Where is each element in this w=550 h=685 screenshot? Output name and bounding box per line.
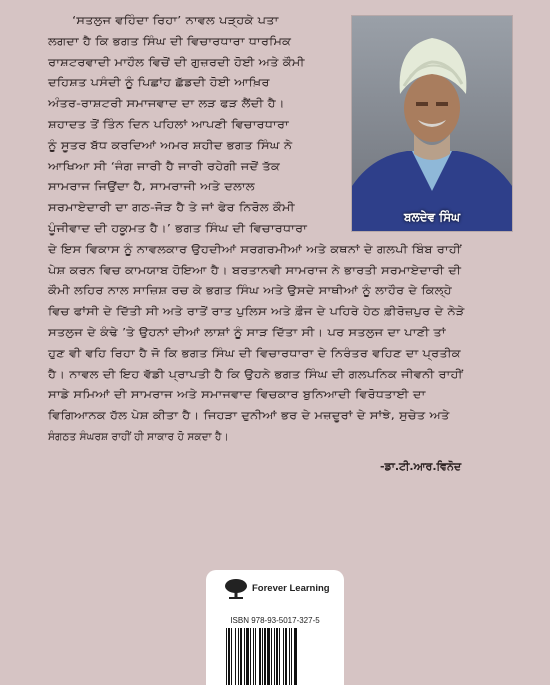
- barcode-bar: [283, 628, 284, 685]
- blurb-line: ਦੇ ਇਸ ਵਿਕਾਸ ਨੂੰ ਨਾਵਲਕਾਰ ਉਹਦੀਆਂ ਸਰਗਰਮੀਆਂ ਅਤੇ ਕਥਨਾਂ ਦੇ ਗਲਪੀ ਬਿੰਬ ਰਾਹੀਂ: [48, 243, 461, 256]
- barcode-bar: [271, 628, 272, 685]
- author-signature: -ਡਾ.ਟੀ.ਆਰ.ਵਿਨੋਦ: [380, 460, 462, 473]
- blurb-line: ਲਗਦਾ ਹੈ ਕਿ ਭਗਤ ਸਿੰਘ ਦੀ ਵਿਚਾਰਧਾਰਾ ਧਾਰਮਿਕ: [48, 35, 292, 48]
- barcode-bar: [231, 628, 232, 685]
- barcode-bar: [279, 628, 280, 685]
- blurb-line: ਨੂੰ ਸੂਤਰ ਬੱਧ ਕਰਦਿਆਂ ਅਮਰ ਸ਼ਹੀਦ ਭਗਤ ਸਿੰਘ ਨੇ: [48, 139, 293, 152]
- blurb-line: ਹੈ। ਨਾਵਲ ਦੀ ਇਹ ਵੱਡੀ ਪ੍ਰਾਪਤੀ ਹੈ ਕਿ ਉਹਨੇ ਭਗਤ ਸਿੰਘ ਦੀ ਗਲਪਨਿਕ ਜੀਵਨੀ ਰਾਹੀਂ: [48, 368, 463, 381]
- blurb-line: ਸਾਡੇ ਸਮਿਆਂ ਦੀ ਸਾਮਰਾਜ ਅਤੇ ਸਮਾਜਵਾਦ ਵਿਚਕਾਰ ਬੁਨਿਆਦੀ ਵਿਰੋਧਤਾਈ ਦਾ: [48, 389, 426, 402]
- blurb-line: ਅੰਤਰ-ਰਾਸ਼ਟਰੀ ਸਮਾਜਵਾਦ ਦਾ ਲੜ ਫੜ ਲੈਂਦੀ ਹੈ।: [48, 98, 285, 111]
- barcode-bar: [250, 628, 251, 685]
- barcode-bar: [255, 628, 256, 685]
- barcode-bar: [259, 628, 261, 685]
- blurb-line: ਸ਼ਹਾਦਤ ਤੋਂ ਤਿੰਨ ਦਿਨ ਪਹਿਲਾਂ ਆਪਣੀ ਵਿਚਾਰਧਾਰਾ: [48, 119, 289, 131]
- blurb-line: ਪੇਸ਼ ਕਰਨ ਵਿਚ ਕਾਮਯਾਬ ਹੋਇਆ ਹੈ। ਬਰਤਾਨਵੀ ਸਾਮਰਾਜ ਨੇ ਭਾਰਤੀ ਸਰਮਾਏਦਾਰੀ ਦੀ: [48, 264, 462, 277]
- blurb-line: ਪੂੰਜੀਵਾਦ ਦੀ ਹਕੂਮਤ ਹੈ।’ ਭਗਤ ਸਿੰਘ ਦੀ ਵਿਚਾਰਧਾਰਾ: [48, 223, 307, 235]
- blurb-line: ਕੌਮੀ ਲਹਿਰ ਨਾਲ ਸਾਜ਼ਿਸ਼ ਰਚ ਕੇ ਭਗਤ ਸਿੰਘ ਅਤੇ ਉਸਦੇ ਸਾਥੀਆਂ ਨੂੰ ਲਾਹੌਰ ਦੇ ਕਿਲ੍ਹੇ: [48, 285, 452, 298]
- barcode-bar: [244, 628, 245, 685]
- blurb-line: ਵਿਗਿਆਨਕ ਹੱਲ ਪੇਸ਼ ਕੀਤਾ ਹੈ। ਜਿਹੜਾ ਦੁਨੀਆਂ ਭਰ ਦੇ ਮਜ਼ਦੂਰਾਂ ਦੇ ਸਾਂਝੇ, ਸੁਚੇਤ ਅਤੇ: [48, 410, 450, 423]
- tree-icon: [224, 578, 248, 600]
- barcode-bar: [262, 628, 263, 685]
- barcode-bar: [289, 628, 290, 685]
- author-photo: [351, 15, 513, 232]
- barcode-bar: [226, 628, 227, 685]
- barcode-bar: [274, 628, 275, 685]
- barcode-bar: [253, 628, 254, 685]
- blurb-line: ਵਿਚ ਫਾਂਸੀ ਦੇ ਦਿੱਤੀ ਸੀ ਅਤੇ ਰਾਤੋਂ ਰਾਤ ਪੁਲਿਸ ਅਤੇ ਫ਼ੌਜ ਦੇ ਪਹਿਰੇ ਹੇਠ ਫ਼ੀਰੋਜ਼ਪੁਰ ਦੇ ਨੇੜੇ: [48, 306, 465, 319]
- publisher-logo: [206, 576, 344, 602]
- blurb-line: ਰਾਸ਼ਟਰਵਾਦੀ ਮਾਹੌਲ ਵਿਚੋਂ ਦੀ ਗੁਜ਼ਰਦੀ ਹੋਈ ਅਤੇ ਕੌਮੀ: [48, 56, 305, 69]
- author-portrait-image: [352, 16, 512, 231]
- blurb-line: ਸਰਮਾਏਦਾਰੀ ਦਾ ਗਠ-ਜੋੜ ਹੈ ਤੇ ਜਾਂ ਫੇਰ ਨਿਰੋਲ ਕੌਮੀ: [48, 202, 295, 215]
- isbn-text: ISBN 978-93-5017-327-5: [230, 616, 320, 625]
- blurb-line: ਸੰਗਠਤ ਸੰਘਰਸ਼ ਰਾਹੀਂ ਹੀ ਸਾਕਾਰ ਹੋ ਸਕਦਾ ਹੈ।: [48, 431, 229, 443]
- blurb-line: ਆਖਿਆ ਸੀ ‘ਜੰਗ ਜਾਰੀ ਹੈ ਜਾਰੀ ਰਹੇਗੀ ਜਦੋਂ ਤੱਕ: [48, 160, 280, 173]
- photo-caption: ਬਲਦੇਵ ਸਿੰਘ: [403, 210, 461, 224]
- barcode-panel: [206, 570, 344, 685]
- blurb-line: ਦਹਿਸ਼ਤ ਪਸੰਦੀ ਨੂੰ ਪਿਛਾਂਹ ਛੱਡਦੀ ਹੋਈ ਆਖ਼ਿਰ: [48, 77, 270, 90]
- barcode-bar: [294, 628, 297, 685]
- barcode-bar: [267, 628, 270, 685]
- blurb-line: ‘ਸਤਲੁਜ ਵਹਿੰਦਾ ਰਿਹਾ’ ਨਾਵਲ ਪੜ੍ਹਕੇ ਪਤਾ: [72, 15, 279, 27]
- barcode-bar: [246, 628, 249, 685]
- barcode-bar: [291, 628, 292, 685]
- barcode-image: [224, 628, 326, 685]
- barcode-bar: [285, 628, 287, 685]
- barcode-bar: [264, 628, 266, 685]
- publisher-name: Forever Learning: [252, 583, 330, 594]
- barcode-bar: [228, 628, 230, 685]
- blurb-line: ਸਤਲੁਜ ਦੇ ਕੰਢੇ ’ਤੇ ਉਹਨਾਂ ਦੀਆਂ ਲਾਸ਼ਾਂ ਨੂੰ ਸਾੜ ਦਿੱਤਾ ਸੀ। ਪਰ ਸਤਲੁਜ ਦਾ ਪਾਣੀ ਤਾਂ: [48, 327, 446, 339]
- barcode-bar: [240, 628, 242, 685]
- barcode-bar: [235, 628, 236, 685]
- blurb-line: ਹੁਣ ਵੀ ਵਹਿ ਰਿਹਾ ਹੈ ਜੋ ਕਿ ਭਗਤ ਸਿੰਘ ਦੀ ਵਿਚਾਰਧਾਰਾ ਦੇ ਨਿਰੰਤਰ ਵਹਿਣ ਦਾ ਪ੍ਰਤੀਕ: [48, 347, 461, 360]
- barcode-bar: [238, 628, 239, 685]
- blurb-line: ਸਾਮਰਾਜ ਜਿਉਂਦਾ ਹੈ, ਸਾਮਰਾਜੀ ਅਤੇ ਦਲਾਲ: [48, 181, 255, 194]
- barcode-bar: [276, 628, 278, 685]
